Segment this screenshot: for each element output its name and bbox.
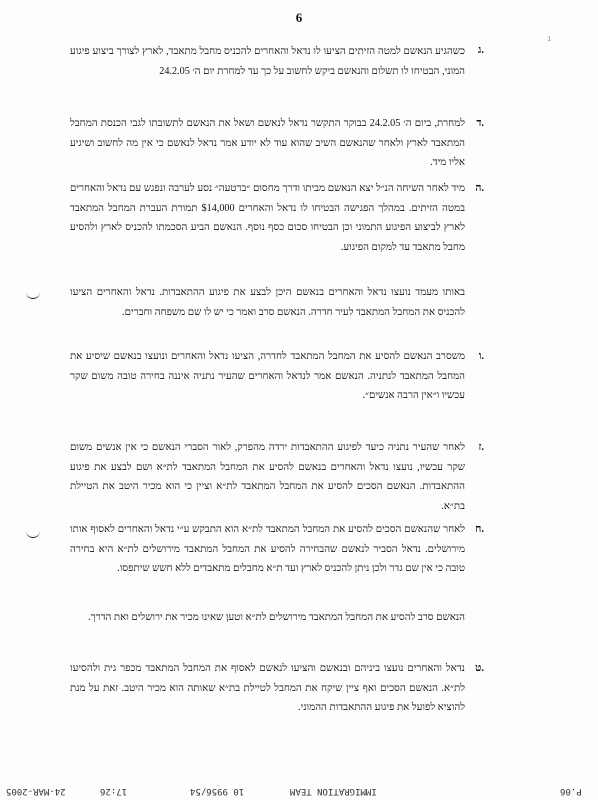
fax-sender: IMMIGRATION TEAM — [290, 786, 377, 796]
paragraph-label-gimel: ג. — [477, 45, 484, 56]
paragraph-dalet: למחרת, ביום ה׳ 24.2.05 בבוקר התקשר נדאל לנאשם ושאל את הנאשם לתשובתו לגבי הכנסת המחבל המתאבד לארץ ולאחר שהנאשם השיב שהוא עוד לא יודע אמר נדאל לנאשם כי אין מה לחשוב ושיגיע אליו מיד. — [70, 118, 466, 168]
fax-page-code: P.06 — [560, 786, 582, 796]
margin-tick-mark — [26, 288, 40, 299]
paragraph-label-het: ח. — [475, 524, 484, 535]
paragraph-he: מיד לאחר השיחה הנ״ל יצא הנאשם מביתו ודרך מחסום ״ברטעה״ נסע לערבה ונפגש עם נדאל והאחרים במטה הזיתים. במהלך הפגישה הבטיחו לו נדאל והאחרים ‎$14,000‎ תמורת העברת המחבל המתאבד לארץ לביצוע הפיגוע התמוני וכן הבטיחו סכום כסף נוסף. הנאשם הביע הסכמתו להכניס לארץ ולהסיע מחבל מתאבד עד למקום הפיגוע. — [70, 183, 465, 253]
paragraph-label-dalet: ד. — [476, 118, 484, 129]
paragraph-label-vav: ו. — [478, 351, 484, 362]
fax-date: 24-MAR-2005 — [6, 786, 66, 796]
paragraph-label-he: ה. — [475, 183, 484, 194]
paragraph-vav: משסרב הנאשם להסיע את המחבל המתאבד לחדרה, הציעו נדאל והאחרים ונועצו בנאשם שיסיע את המחבל המתאבד לנתניה. הנאשם אמר לנדאל והאחרים שהעיר נתניה איננה בחירה טובה משום שקר עכשיו ו״אין הרבה אנשים״. — [70, 351, 465, 401]
paragraph-label-zayin: ז. — [478, 442, 484, 453]
fax-phone-number: 10 9956/54 — [190, 786, 245, 796]
paragraph-zayin: לאחר שהעיר נתניה כיעד לפיגוע ההתאבדות ירדה מהפרק, לאור הסברי הנאשם כי אין אנשים משום שקר עכשיו, נועצו נדאל והאחרים בנאשם להסיע את המחבל המתאבד לת״א ושם לבצע את פיגוע ההתאבדות. הנאשם הסכים להסיע את המחבל המתאבד לת״א וציין כי הוא מכיר היטב את הטיילת בת״א. — [70, 442, 465, 512]
fax-footer — [0, 784, 598, 800]
paragraph-gimel: כשהגיע הנאשם למטה הזיתים הציעו לו נדאל והאחרים להכניס מחבל מתאבד, לארץ לצורך ביצוע פיגוע המוני, הבטיחו לו תשלום והנאשם ביקש לחשוב על כך עד למחרת יום ה׳ 24.2.05 — [70, 46, 465, 77]
paragraph-label-tet: ט. — [475, 663, 484, 674]
corner-mark: ג — [548, 34, 551, 43]
paragraph-tet: נדאל והאחרים נועצו ביניהם ובנאשם והציעו לנאשם לאסוף את המחבל המתאבד מכפר גית ולהסיעו לת״א. הנאשם הסכים ואף ציין שיקח את המחבל לטיילת בת״א שאותה הוא מכיר היטב. זאת על מנת להוציא לפועל את פיגוע ההתאבדות ההמוני. — [70, 663, 465, 713]
paragraph-het-continued: הנאשם סרב להסיע את המחבל המתאבד מירושלים לת״א וטען שאינו מכיר את ירושלים ואת הדרך. — [88, 612, 465, 623]
margin-tick-mark — [26, 527, 40, 538]
paragraph-het: לאחר שהנאשם הסכים להסיע את המחבל המתאבד לת״א הוא התבקש ע״י נדאל והאחרים לאסוף אותו מירושלים. נדאל הסביר לנאשם שהבחירה להסיע את המחבל המתאבד מירושלים לת״א היא בחירה טובה כי אין שם גדר ולכן ניתן להכניס לארץ ועד ת״א מחבלים מתאבדים ללא חשש שיתפסו. — [70, 524, 465, 574]
fax-time: 17:26 — [100, 786, 128, 796]
paragraph-he-continued: באותו מעמד נועצו נדאל והאחרים בנאשם היכן לבצע את פיגוע ההתאבדות. נדאל והאחרים הציעו להכניס את המחבל המתאבד לעיר חדרה. הנאשם סרב ואמר כי יש לו שם משפחה וחברים. — [70, 287, 465, 318]
page-number: 6 — [295, 10, 303, 25]
